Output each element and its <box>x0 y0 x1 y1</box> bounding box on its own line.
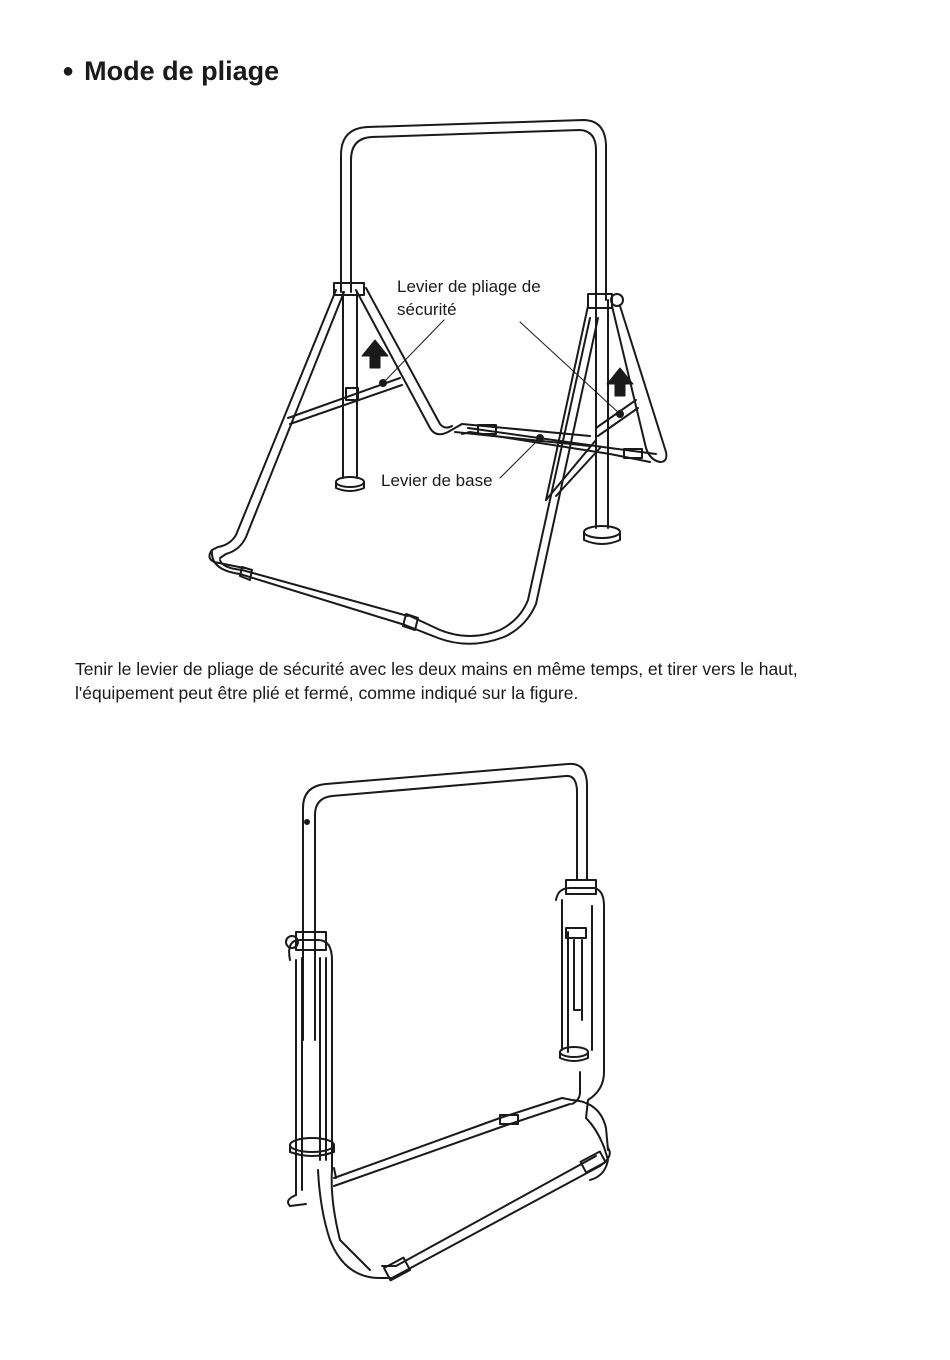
safety-lever-callout <box>397 275 541 321</box>
base-lever-callout: Levier de base <box>381 471 493 490</box>
figure-folded-bar <box>286 764 610 1281</box>
figure-unfolded-bar <box>209 120 666 644</box>
safety-lever-label-line1: Levier de pliage de <box>397 277 541 296</box>
instructions-line-1: Tenir le levier de pliage de sécurité avec les deux mains en même temps, et tirer vers le haut, <box>75 659 798 679</box>
instructions-line-2: l'équipement peut être plié et fermé, comme indiqué sur la figure. <box>75 683 579 703</box>
bullet-icon: ● <box>62 60 75 82</box>
instructions-paragraph <box>75 657 915 705</box>
up-arrow-icon <box>607 368 633 396</box>
safety-lever-label-line2: sécurité <box>397 300 457 319</box>
section-title: Mode de pliage <box>84 56 280 86</box>
